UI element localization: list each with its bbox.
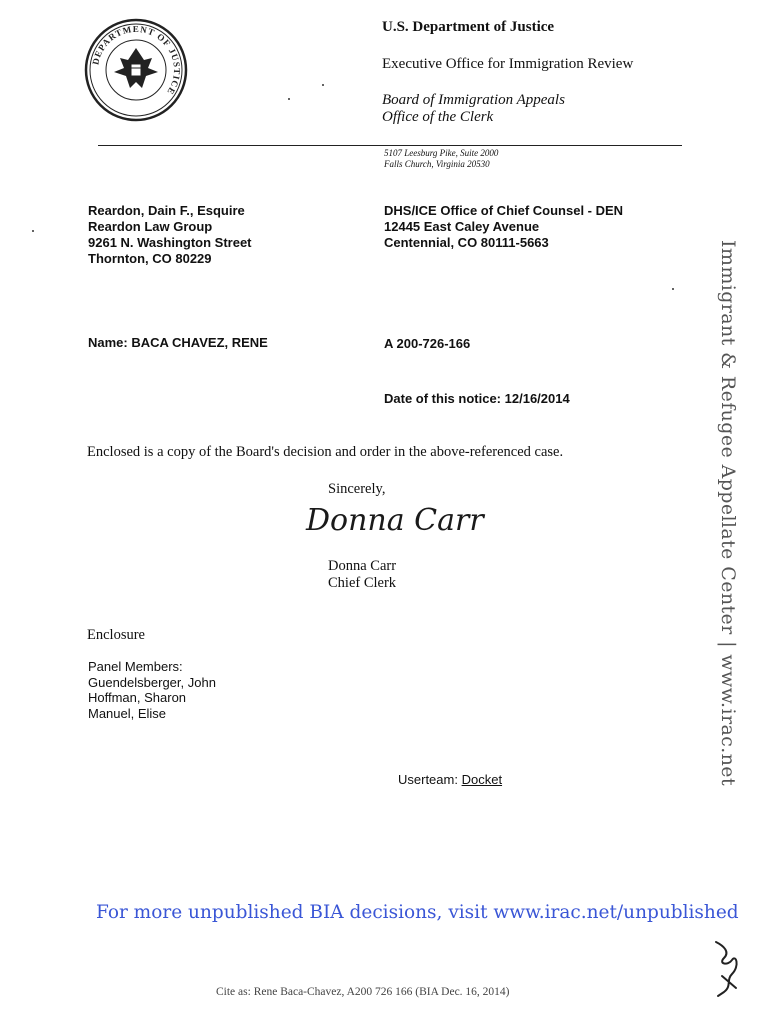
scan-speck [322,84,324,86]
signer-name: Donna Carr [328,558,397,574]
respondent-name: Name: BACA CHAVEZ, RENE [88,335,268,350]
panel-member: Guendelsberger, John [88,674,216,690]
userteam [398,772,502,787]
board-address [384,148,498,170]
dhs-line3: Centennial, CO 80111-5663 [384,235,549,250]
enclosed-statement: Enclosed is a copy of the Board's decision and order in the above-referenced case. [87,444,564,460]
clerk-office: Office of the Clerk [382,109,494,125]
side-watermark-text: Immigrant & Refugee Appellate Center | www.irac.net [717,240,739,786]
signature [302,500,502,542]
header-rule [98,145,682,146]
notice-date [384,391,570,407]
citation-footer: Cite as: Rene Baca-Chavez, A200 726 166 (BIA Dec. 16, 2014) [216,986,510,998]
enclosure-label: Enclosure [87,627,145,643]
board-address-line1: 5107 Leesburg Pike, Suite 2000 [384,148,499,158]
userteam-label: Userteam: [398,772,458,787]
board-address-line2: Falls Church, Virginia 20530 [384,159,490,169]
counsel-line1: Reardon, Dain F., Esquire [88,203,245,218]
scan-speck [672,288,674,290]
respondent-counsel-address [88,203,252,267]
handwritten-mark-icon [702,936,752,1000]
panel-member: Manuel, Elise [88,705,167,721]
notice-date-value: 12/16/2014 [504,391,570,406]
panel-member: Hoffman, Sharon [88,690,187,705]
department-heading: U.S. Department of Justice [382,19,555,35]
panel-heading: Panel Members: [88,659,183,674]
userteam-docket-link[interactable]: Docket [461,772,503,787]
counsel-line3: 9261 N. Washington Street [88,235,252,250]
alien-number: A 200-726-166 [384,336,471,351]
scan-speck [288,98,290,100]
dhs-line2: 12445 East Caley Avenue [384,219,540,234]
dhs-counsel-address [384,203,623,251]
counsel-line2: Reardon Law Group [88,219,213,234]
signature-text: Donna Carr [306,503,484,538]
panel-members [88,659,216,721]
board-name: Board of Immigration Appeals [382,92,565,108]
doj-seal-icon [84,18,188,122]
notice-date-label: Date of this notice: [384,391,502,406]
signer-title: Chief Clerk [328,575,397,591]
board-heading [382,92,565,126]
side-watermark [706,225,750,801]
office-heading: Executive Office for Immigration Review [382,56,634,72]
unpublished-decisions-banner[interactable]: For more unpublished BIA decisions, visit www.irac.net/unpublished [96,902,739,923]
dhs-line1: DHS/ICE Office of Chief Counsel - DEN [384,203,624,218]
scan-speck [32,230,34,232]
counsel-line4: Thornton, CO 80229 [88,251,212,266]
seal-text: DEPARTMENT OF JUSTICE [90,23,183,97]
signer-block [328,558,396,592]
closing: Sincerely, [328,481,386,497]
